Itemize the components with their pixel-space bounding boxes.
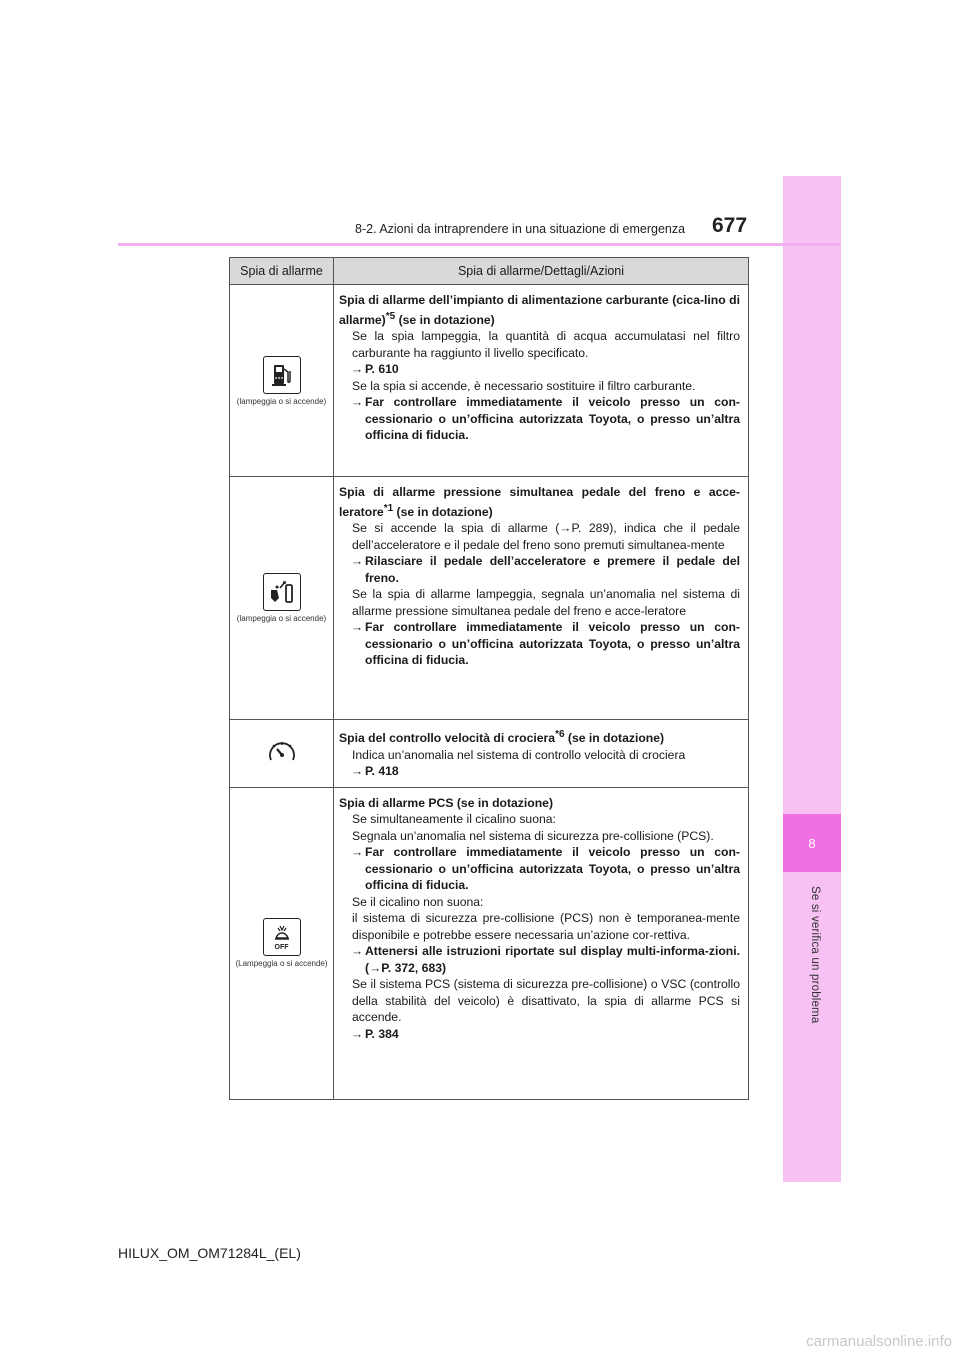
- row-text: Se si accende la spia di allarme (→P. 289), indica che il pedale dell’acceleratore e il pedale del freno sono premuti simultanea-mente: [352, 521, 740, 552]
- chapter-side-tab: [783, 176, 841, 1182]
- table-row: [230, 477, 749, 720]
- description-cell: [334, 787, 749, 1099]
- pcs-off-label: OFF: [274, 943, 289, 951]
- icon-caption: (Lampeggia o si accende): [235, 959, 328, 969]
- warning-lights-table: [229, 257, 749, 1100]
- chapter-title: Se si verifica un problema: [809, 886, 821, 1024]
- icon-caption: (lampeggia o si accende): [236, 396, 327, 406]
- description-cell: [334, 477, 749, 720]
- row-text: Indica un’anomalia nel sistema di controllo velocità di crociera: [352, 747, 686, 762]
- description-cell: [334, 285, 749, 477]
- row-action: → Far controllare immediatamente il veicolo presso un con-cessionario o un’officina autorizzata Toyota, o presso un’altra officina di fiducia.: [351, 845, 740, 893]
- row-title: Spia di allarme pressione simultanea pedale del freno e acce-leratore$^{*1}$ (se in dotazione): [339, 485, 740, 519]
- row-text: Se la spia lampeggia, la quantità di acqua accumulatasi nel filtro carburante ha raggiunto il livello specificato.: [352, 329, 740, 360]
- row-action: → Far controllare immediatamente il veicolo presso un con-cessionario o un’officina autorizzata Toyota, o presso un’altra officina di fiducia.: [351, 620, 740, 668]
- icon-cell: [230, 285, 334, 477]
- row-text: Se la spia di allarme lampeggia, segnala un’anomalia nel sistema di allarme pressione simultanea pedale del freno e acce-leratore: [352, 587, 740, 618]
- row-title: Spia di allarme PCS (se in dotazione): [339, 795, 554, 810]
- table-header-row: [230, 258, 749, 285]
- row-action: → Far controllare immediatamente il veicolo presso un con-cessionario o un’officina autorizzata Toyota, o presso un’altra officina di fiducia.: [351, 395, 740, 443]
- column-header-warning-light: Spia di allarme: [230, 258, 334, 285]
- table-row: [230, 285, 749, 477]
- icon-cell: [230, 720, 334, 788]
- row-action: → P. 418: [351, 764, 399, 779]
- column-header-details: Spia di allarme/Dettagli/Azioni: [334, 258, 749, 285]
- row-text: Se il cicalino non suona:: [352, 894, 484, 909]
- pcs-off-icon: [263, 918, 301, 956]
- description-cell: [334, 720, 749, 788]
- table-row: [230, 720, 749, 788]
- row-text: Se il sistema PCS (sistema di sicurezza pre-collisione) o VSC (controllo della stabilità del veicolo) è disattivato, la spia di allarme PCS si accende.: [352, 977, 740, 1025]
- cruise-control-icon: [265, 738, 299, 768]
- row-action: → Rilasciare il pedale dell’acceleratore e premere il pedale del freno.: [351, 554, 740, 585]
- row-title: Spia del controllo velocità di crociera$^{*6}$ (se in dotazione): [339, 729, 665, 746]
- watermark: carmanualsonline.info: [806, 1333, 952, 1350]
- chapter-number: 8: [783, 814, 841, 872]
- fuel-filter-warning-icon: [263, 356, 301, 394]
- page-number: 677: [712, 214, 748, 237]
- table-row: [230, 787, 749, 1099]
- icon-cell: [230, 787, 334, 1099]
- row-action: → P. 610: [351, 362, 399, 377]
- document-code: HILUX_OM_OM71284L_(EL): [118, 1245, 301, 1261]
- row-action: → Attenersi alle istruzioni riportate sul display multi-informa-zioni. (→P. 372, 683): [351, 944, 740, 975]
- icon-caption: (lampeggia o si accende): [236, 614, 327, 623]
- icon-cell: [230, 477, 334, 720]
- header-divider: [118, 243, 841, 246]
- row-text: Se simultaneamente il cicalino suona:: [352, 812, 556, 827]
- row-text: Se la spia si accende, è necessario sostituire il filtro carburante.: [352, 378, 696, 393]
- row-text: il sistema di sicurezza pre-collisione (PCS) non è temporanea-mente disponibile e potrebbe essere necessaria un’azione cor-rettiva.: [352, 911, 740, 942]
- row-title: Spia di allarme dell’impianto di alimentazione carburante (cica-lino di allarme)$^{*5}$ (se in dotazione): [339, 293, 740, 327]
- row-text: Segnala un’anomalia nel sistema di sicurezza pre-collisione (PCS).: [352, 828, 714, 843]
- brake-override-warning-icon: [263, 573, 301, 611]
- row-action: → P. 384: [351, 1026, 399, 1041]
- section-title: 8-2. Azioni da intraprendere in una situazione di emergenza: [355, 222, 686, 236]
